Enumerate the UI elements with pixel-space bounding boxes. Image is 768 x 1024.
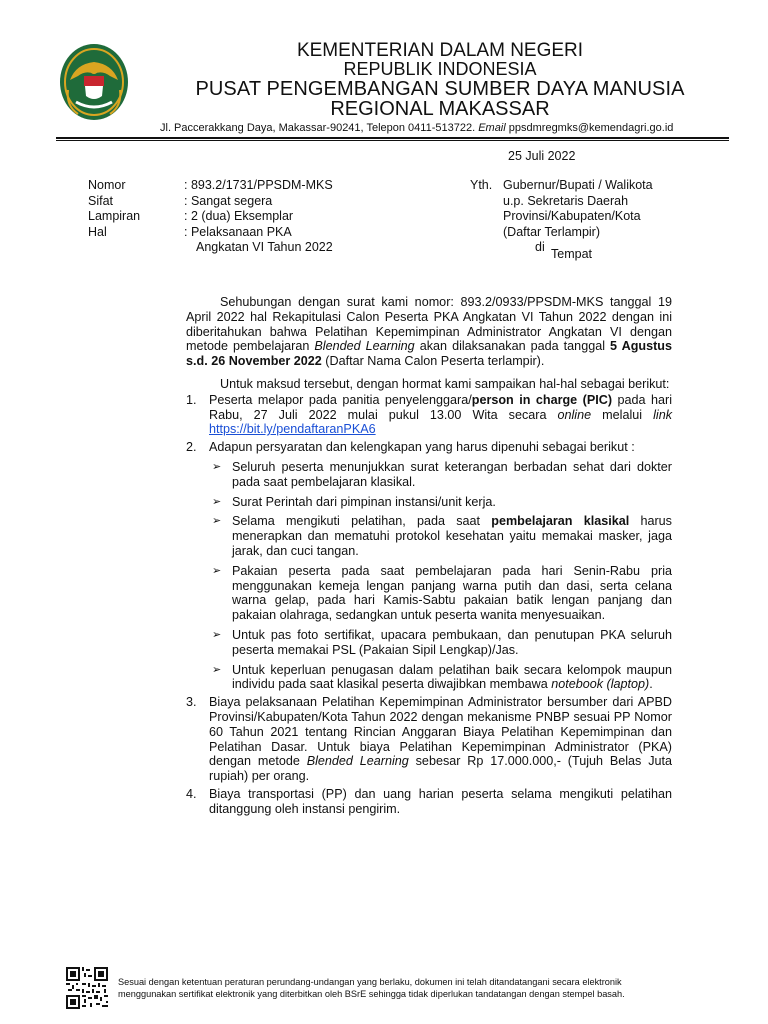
- arrow-bullet-icon: ➢: [212, 663, 222, 676]
- letterhead-center: PUSAT PENGEMBANGAN SUMBER DAYA MANUSIA: [195, 78, 685, 100]
- text: Untuk keperluan penugasan dalam pelatihan baik secara kelompok maupun individu pada saat klasikal peserta diwajibkan membawa: [232, 662, 672, 692]
- footer-line: Sesuai dengan ketentuan peraturan perundang-undangan yang berlaku, dokumen ini telah ditandatangani secara elektronik: [118, 977, 622, 987]
- arrow-bullet-icon: ➢: [212, 460, 222, 473]
- text: Pakaian peserta pada saat pembelajaran pada hari Senin-Rabu pria menggunakan kemeja lengan panjang warna putih dan dasi, serta celana warna gelap, pada hari Kamis-Sabtu pakaian batik lengan panjang dan pakaian olahraga, sedangkan untuk peserta wanita menyesuaikan.: [232, 563, 672, 623]
- text: akan dilaksanakan pada tanggal: [414, 339, 611, 354]
- nomor-label: Nomor: [88, 178, 126, 192]
- e-signature-notice: [118, 976, 625, 1000]
- text: Adapun persyaratan dan kelengkapan yang harus dipenuhi sebagai berikut :: [209, 440, 635, 455]
- text: .: [649, 677, 653, 692]
- list-item: [209, 460, 672, 490]
- sifat-value: : Sangat segera: [184, 193, 273, 208]
- letter-date: 25 Juli 2022: [508, 149, 576, 163]
- letter-body: [186, 295, 672, 817]
- list-item: [209, 564, 672, 623]
- text: pada hari Rabu, 27 Juli 2022 mulai pukul 13.00 Wita secara: [209, 392, 672, 422]
- footer-line: menggunakan sertifikat elektronik yang diterbitkan oleh BSrE sehingga tidak diperlukan tandatangan dengan stempel basah.: [118, 989, 625, 999]
- arrow-bullet-icon: ➢: [212, 495, 222, 508]
- list-item: [186, 393, 672, 437]
- text-em: Blended Learning: [306, 754, 409, 769]
- text-strong: 5 Agustus s.d. 26 November 2022: [186, 339, 672, 369]
- address-text: Jl. Paccerakkang Daya, Makassar-90241, Telepon 0411-513722.: [160, 122, 476, 134]
- recipient-di: di: [535, 240, 545, 254]
- recipient-tempat: Tempat: [551, 247, 592, 261]
- sifat-label: Sifat: [88, 193, 114, 208]
- letterhead-address: [160, 122, 673, 134]
- lampiran-value: : 2 (dua) Eksemplar: [184, 209, 294, 223]
- email-label: Email: [478, 122, 506, 134]
- recipient-line: u.p. Sekretaris Daerah: [503, 193, 629, 208]
- yth-label: Yth.: [470, 178, 493, 192]
- arrow-bullet-icon: ➢: [212, 515, 222, 528]
- text-strong: person in charge (PIC): [471, 392, 613, 407]
- list-item: [186, 787, 672, 817]
- list-item: [209, 628, 672, 658]
- text-em: online: [557, 407, 592, 422]
- arrow-bullet-icon: ➢: [212, 564, 222, 577]
- letterhead-region: REGIONAL MAKASSAR: [330, 98, 550, 120]
- item-number: 2.: [186, 440, 197, 455]
- qr-code-icon: [66, 967, 108, 1009]
- text: Untuk pas foto sertifikat, upacara pembukaan, dan penutupan PKA seluruh peserta memakai PSL (Pakaian Sipil Lengkap)/Jas.: [232, 627, 672, 657]
- garuda-emblem-icon: [56, 40, 132, 124]
- text: Biaya pelaksanaan Pelatihan Kepemimpinan Administrator bersumber dari APBD Provinsi/Kabupaten/Kota Tahun 2022 dengan mekanisme PNBP sesuai PP Nomor 60 Tahun 2021 tentang Rincian Anggaran Biaya Pelatihan Kepemimpinan dan Pelatihan Dasar. Untuk biaya Pelatihan Kepemimpinan Administrator (PKA) dengan metode: [209, 695, 672, 769]
- text: sebesar Rp 17.000.000,- (Tujuh Belas Juta rupiah) per orang.: [209, 754, 673, 784]
- recipient-block: [503, 178, 653, 256]
- item-number: 4.: [186, 786, 197, 801]
- registration-link[interactable]: https://bit.ly/pendaftaranPKA6: [209, 422, 376, 437]
- list-item: [186, 440, 672, 692]
- text-em: link: [653, 407, 672, 422]
- text-em: Blended Learning: [314, 339, 415, 354]
- text: Sehubungan dengan surat kami nomor: 893.2/0933/PPSDM-MKS tanggal 19 April 2022 hal Rekapitulasi Calon Peserta PKA Angkatan VI Tahun 2022 dengan ini diberitahukan bahwa Pelatihan Kepemimpinan Administrator Angkatan VI dengan metode pembelajaran: [186, 295, 672, 354]
- text-em: notebook (laptop): [551, 677, 650, 692]
- text: harus menerapkan dan mematuhi protokol kesehatan yaitu memakai masker, jaga jarak, dan cuci tangan.: [232, 514, 672, 558]
- letterhead-ministry: KEMENTERIAN DALAM NEGERI: [296, 40, 584, 61]
- list-item: [209, 663, 672, 693]
- hal-value: : Pelaksanaan PKA: [184, 224, 292, 239]
- numbered-list: [186, 393, 672, 817]
- hal-label: Hal: [88, 224, 107, 239]
- nomor-value: : 893.2/1731/PPSDM-MKS: [184, 178, 333, 192]
- letterhead-rule-thin: [56, 140, 729, 141]
- requirements-list: [209, 460, 672, 692]
- text: Selama mengikuti pelatihan, pada saat: [232, 514, 492, 529]
- text: melalui: [591, 407, 654, 422]
- text: Peserta melapor pada panitia penyelenggara/: [209, 392, 472, 407]
- lampiran-label: Lampiran: [88, 209, 141, 223]
- paragraph-purpose: Untuk maksud tersebut, dengan hormat kami sampaikan hal-hal sebagai berikut:: [220, 376, 670, 391]
- recipient-line: (Daftar Terlampir): [503, 224, 601, 239]
- meta-labels: [88, 178, 140, 240]
- text-strong: pembelajaran klasikal: [491, 514, 630, 529]
- text: (Daftar Nama Calon Peserta terlampir).: [321, 354, 545, 369]
- text: Biaya transportasi (PP) dan uang harian peserta selama mengikuti pelatihan ditanggung oleh instansi pengirim.: [209, 786, 672, 816]
- text: Surat Perintah dari pimpinan instansi/unit kerja.: [232, 494, 496, 509]
- recipient-line: Provinsi/Kabupaten/Kota: [503, 209, 641, 223]
- item-number: 1.: [186, 392, 197, 407]
- list-item: [209, 514, 672, 558]
- list-item: [209, 495, 672, 510]
- recipient-line: Gubernur/Bupati / Walikota: [503, 178, 653, 192]
- item-number: 3.: [186, 695, 197, 710]
- list-item: [186, 695, 672, 784]
- paragraph-intro: [186, 295, 672, 369]
- letterhead-country: REPUBLIK INDONESIA: [343, 59, 537, 79]
- arrow-bullet-icon: ➢: [212, 628, 222, 641]
- email-address[interactable]: ppsdmregmks@kemendagri.go.id: [508, 122, 674, 134]
- letterhead-rule: [56, 137, 729, 139]
- hal-value-cont: Angkatan VI Tahun 2022: [196, 240, 333, 254]
- text: Seluruh peserta menunjukkan surat keterangan berbadan sehat dari dokter pada saat pembelajaran klasikal.: [232, 459, 672, 489]
- meta-values: [184, 178, 333, 256]
